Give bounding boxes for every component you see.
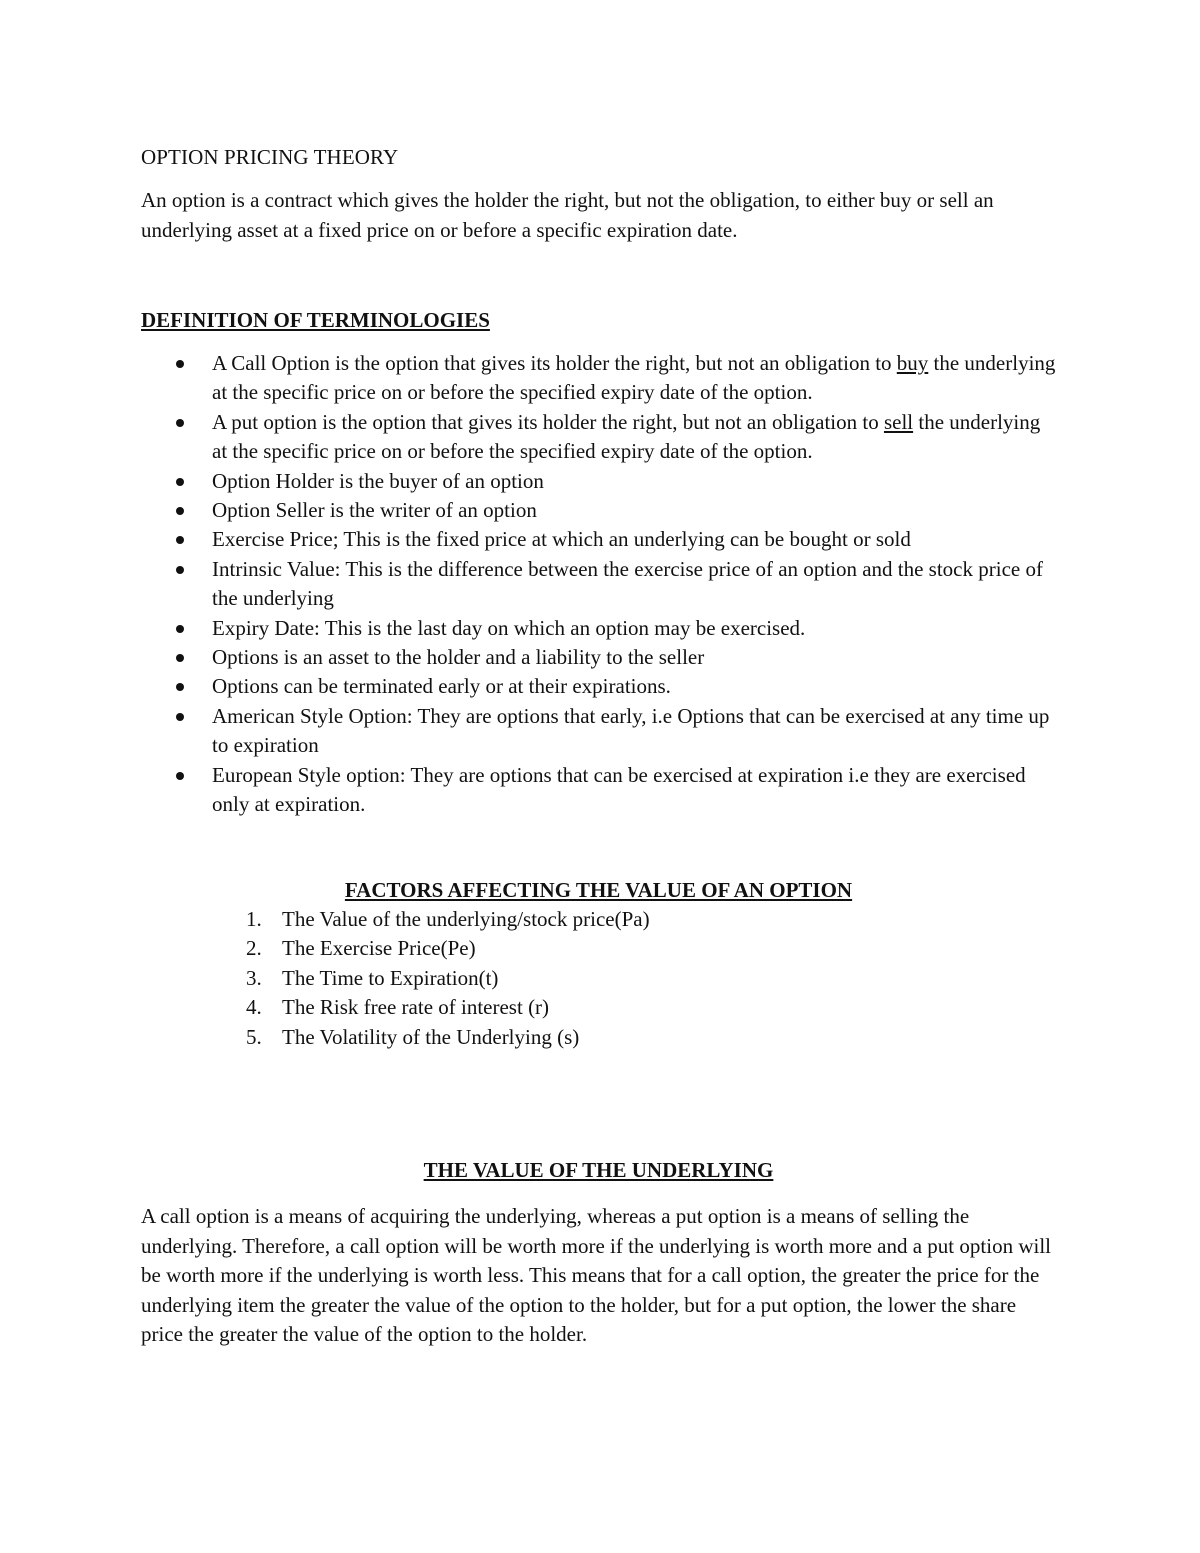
list-item [141, 672, 1056, 701]
list-item [141, 905, 650, 934]
list-item-text: the underlying at the specific price on or before the specified expiry date of the option. [212, 351, 1056, 405]
list-item-text: The Volatility of the Underlying (s) [282, 1024, 580, 1049]
list-number: 2. [246, 936, 262, 961]
bullet-icon [176, 772, 184, 780]
bullet-icon [176, 478, 184, 486]
list-item [141, 614, 1056, 643]
list-item [141, 702, 1056, 761]
list-number: 4. [246, 995, 262, 1020]
underlying-heading: THE VALUE OF THE UNDERLYING [423, 1158, 774, 1182]
factors-list [141, 905, 650, 1052]
list-item [141, 934, 650, 963]
list-item [141, 555, 1056, 614]
list-item [141, 408, 1056, 467]
list-item [141, 496, 1056, 525]
list-item-text: The Risk free rate of interest (r) [282, 995, 550, 1020]
factors-heading: FACTORS AFFECTING THE VALUE OF AN OPTION [344, 878, 853, 902]
bullet-icon [176, 419, 184, 427]
bullet-icon [176, 566, 184, 574]
list-item-text: Option Seller is the writer of an option [212, 498, 537, 523]
list-number: 3. [246, 965, 262, 990]
list-item-text: A Call Option is the option that gives its holder the right, but not an obligation to [212, 351, 897, 375]
bullet-icon [176, 507, 184, 515]
list-item-text: A put option is the option that gives its holder the right, but not an obligation to [212, 409, 884, 434]
list-item-text: Options can be terminated early or at their expirations. [212, 674, 671, 699]
list-item-text: Exercise Price; This is the fixed price at which an underlying can be bought or sold [212, 527, 911, 552]
underlined-term: sell [883, 409, 914, 434]
list-item [141, 349, 1056, 408]
underlying-paragraph: A call option is a means of acquiring the underlying, whereas a put option is a means of selling the underlying. Therefore, a call option will be worth more if the underlying is worth more and a put option will be worth more if the underlying is worth less. This means that for a call option, the greater the price for the underlying item the greater the value of the option to the holder, but for a put option, the lower the share price the greater the value of the option to the holder. [141, 1204, 1051, 1346]
list-item-text: American Style Option: They are options that early, i.e Options that can be exercised at any time up to expiration [212, 703, 1050, 758]
list-item-text: The Exercise Price(Pe) [282, 936, 476, 961]
list-item [141, 964, 650, 993]
document-title: OPTION PRICING THEORY [141, 145, 399, 169]
definitions-list [141, 349, 1056, 820]
bullet-icon [176, 683, 184, 691]
list-item-text: The Value of the underlying/stock price(Pa) [282, 907, 650, 931]
bullet-icon [176, 654, 184, 662]
bullet-icon [176, 360, 184, 368]
list-item-text: Intrinsic Value: This is the difference between the exercise price of an option and the stock price of the underlying [212, 556, 1043, 611]
list-item-text: Options is an asset to the holder and a liability to the seller [212, 645, 705, 670]
list-item-text: The Time to Expiration(t) [282, 965, 499, 990]
bullet-icon [176, 713, 184, 721]
list-number: 5. [246, 1024, 262, 1049]
list-number: 1. [246, 907, 262, 931]
list-item-text: European Style option: They are options that can be exercised at expiration i.e they are exercised only at expiration. [212, 762, 1026, 817]
list-item [141, 643, 1056, 672]
list-item [141, 1023, 650, 1052]
list-item [141, 993, 650, 1022]
list-item [141, 761, 1056, 820]
list-item-text: Option Holder is the buyer of an option [212, 468, 544, 493]
list-item [141, 467, 1056, 496]
list-item [141, 525, 1056, 554]
underlined-term: buy [896, 351, 929, 375]
bullet-icon [176, 536, 184, 544]
bullet-icon [176, 625, 184, 633]
list-item-text: the underlying at the specific price on or before the specified expiry date of the option. [212, 409, 1041, 464]
intro-paragraph: An option is a contract which gives the holder the right, but not the obligation, to either buy or sell an underlying asset at a fixed price on or before a specific expiration date. [141, 188, 994, 242]
list-item-text: Expiry Date: This is the last day on which an option may be exercised. [212, 615, 806, 640]
definitions-heading: DEFINITION OF TERMINOLOGIES [141, 308, 490, 332]
